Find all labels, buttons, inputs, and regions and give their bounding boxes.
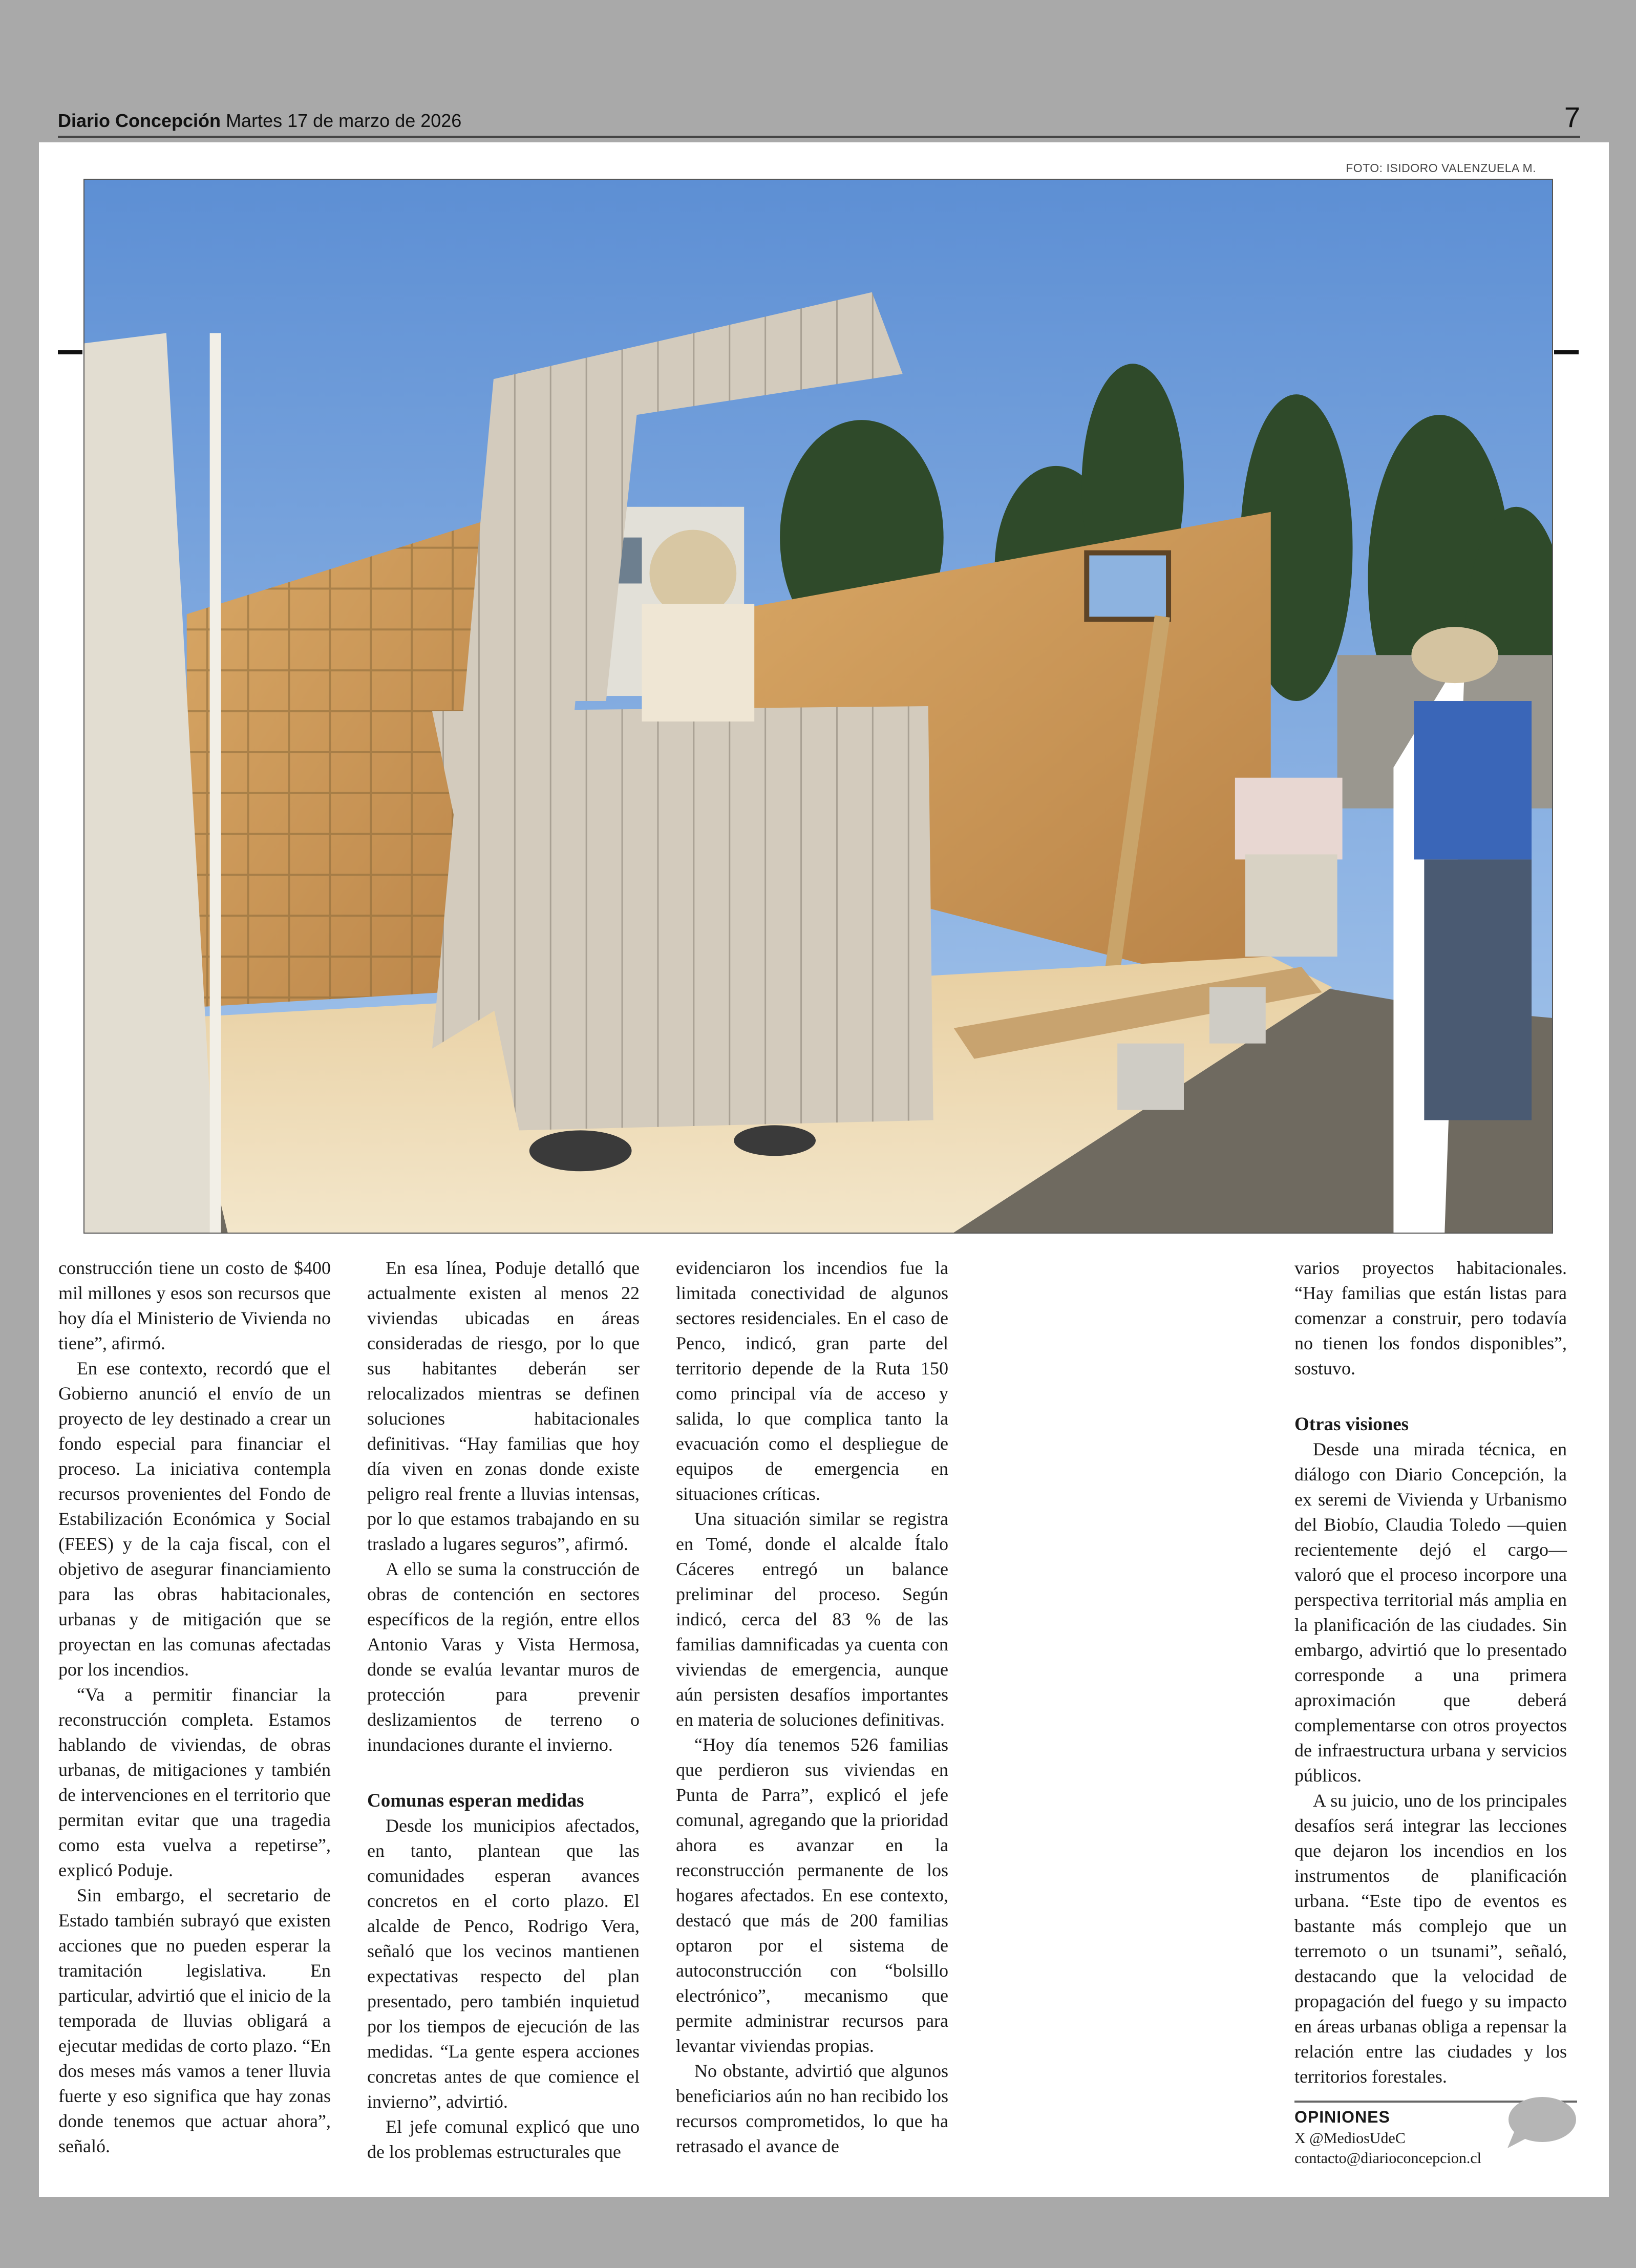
- construction-scene-illustration: [84, 180, 1552, 1233]
- subhead-otras-visiones: Otras visiones: [1294, 1414, 1409, 1435]
- page-number: 7: [1564, 101, 1580, 133]
- right-edge-rule: [1554, 350, 1579, 354]
- right-worker-shirt: [1414, 701, 1532, 859]
- issue-date: Martes 17 de marzo de 2026: [226, 110, 462, 131]
- carried-panel-lower: [432, 706, 933, 1130]
- col1-paragraph-4: Sin embargo, el secretario de Estado también subrayó que existen acciones que no pueden esperar la tramitación legislativa. En particular, advirtió que el inicio de la temporada de lluvias obligará a ejecutar medidas de corto plazo. “En dos meses más vamos a tener lluvia fuerte y eso significa que hay zonas donde tenemos que actuar ahora”, señaló.: [58, 1885, 331, 2156]
- speech-bubble-icon: [1504, 2095, 1577, 2151]
- col1-paragraph-1: construcción tiene un costo de $400 mil millones y esos son recursos que hoy día el Ministerio de Vivienda no tiene”, afirmó.: [58, 1258, 331, 1353]
- left-edge-rule: [58, 350, 82, 354]
- page-header: [58, 100, 1580, 138]
- subhead-comunas: Comunas esperan medidas: [367, 1790, 584, 1811]
- col2-paragraph-3: Desde los municipios afectados, en tanto, plantean que las comunidades esperan avances concretos en el corto plazo. El alcalde de Penco, Rodrigo Vera, señaló que los vecinos mantienen expectativas respecto del plan presentado, pero también inquietud por los tiempos de ejecución de las medidas. “La gente espera acciones concretas antes de que comience el invierno”, advirtió.: [367, 1815, 640, 2112]
- opinions-title: OPINIONES: [1294, 2108, 1390, 2126]
- col4-paragraph-2: Desde una mirada técnica, en diálogo con Diario Concepción, la ex seremi de Vivienda y Urbanismo del Biobío, Claudia Toledo —quien recientemente dejó el cargo— valoró que el proceso incorpore una perspectiva territorial más amplia en la planificación de las ciudades. Sin embargo, advirtió que lo presentado corresponde a una primera aproximación que deberá complementarse con otros proyectos de infraestructura urbana y servicios públicos.: [1294, 1439, 1567, 1786]
- publication-name: Diario Concepción: [58, 110, 221, 131]
- worker-shirt: [642, 604, 754, 722]
- col2-paragraph-2: A ello se suma la construcción de obras de contención en sectores específicos de la región, entre ellos Antonio Varas y Vista Hermosa, donde se evalúa levantar muros de protección para prevenir deslizamientos de terreno o inundaciones durante el invierno.: [367, 1559, 640, 1755]
- col1-paragraph-2: En ese contexto, recordó que el Gobierno anunció el envío de un proyecto de ley destinado a crear un fondo especial para financiar el proceso. La iniciativa contempla recursos provenientes del Fondo de Estabilización Económica y Social (FEES) y de la caja fiscal, con el objetivo de asegurar financiamiento para las obras habitacionales, urbanas y de mitigación que se proyectan en las comunas afectadas por los incendios.: [58, 1358, 331, 1680]
- right-worker-hat: [1411, 627, 1498, 683]
- bending-worker: [1235, 778, 1343, 860]
- col2-paragraph-4: El jefe comunal explicó que uno de los problemas estructurales que: [367, 2116, 640, 2162]
- masthead: [58, 110, 461, 132]
- worker-hat: [649, 530, 736, 617]
- col3-paragraph-4: No obstante, advirtió que algunos beneficiarios aún no han recibido los recursos comprometidos, lo que ha retrasado el avance de: [676, 2061, 948, 2156]
- opinions-email: contacto@diarioconcepcion.cl: [1294, 2150, 1481, 2167]
- col3-paragraph-3: “Hoy día tenemos 526 familias que perdieron sus viviendas en Punta de Parra”, explicó el jefe comunal, agregando que la prioridad ahora es avanzar en la reconstrucción permanente de los hogares afectados. En ese contexto, destacó que más de 200 familias optaron por el sistema de autoconstrucción con “bolsillo electrónico”, mecanismo que permite administrar recursos para levantar viviendas propias.: [676, 1734, 948, 2056]
- photo-credit: FOTO: ISIDORO VALENZUELA M.: [1346, 161, 1536, 175]
- column-4: [1294, 1256, 1567, 2168]
- col2-paragraph-1: En esa línea, Poduje detalló que actualmente existen al menos 22 viviendas ubicadas en áreas consideradas de riesgo, por lo que sus habitantes deberán ser relocalizados mientras se definen soluciones habitacionales definitivas. “Hay familias que hoy día viven en zonas donde existe peligro real frente a lluvias intensas, por lo que estamos trabajando en su traslado a lugares seguros”, afirmó.: [367, 1258, 640, 1554]
- column-2: [367, 1256, 640, 2165]
- col3-paragraph-2: Una situación similar se registra en Tomé, donde el alcalde Ítalo Cáceres entregó un balance preliminar del proceso. Según indicó, cerca del 83 % de las familias damnificadas ya cuenta con viviendas de emergencia, aunque aún persisten desafíos importantes en materia de soluciones definitivas.: [676, 1509, 948, 1730]
- right-worker-pants: [1424, 859, 1532, 1120]
- col4-paragraph-3: A su juicio, uno de los principales desafíos será integrar las lecciones que dejaron los incendios en los instrumentos de planificación urbana. “Este tipo de eventos es bastante más complejo que un terremoto o un tsunami”, señaló, destacando que la velocidad de propagación del fuego y su impacto en áreas urbanas obliga a repensar la relación entre las ciudades y los territorios forestales.: [1294, 1790, 1567, 2087]
- article-photo: [83, 179, 1553, 1234]
- column-1: [58, 1256, 331, 2159]
- column-3: [676, 1256, 948, 2159]
- col3-paragraph-1: evidenciaron los incendios fue la limitada conectividad de algunos sectores residenciales. En el caso de Penco, indicó, gran parte del territorio depende de la Ruta 150 como principal vía de acceso y salida, lo que complica tanto la evacuación como el despliegue de equipos de emergencia en situaciones críticas.: [676, 1258, 948, 1504]
- window-opening: [1087, 553, 1168, 620]
- col1-paragraph-3: “Va a permitir financiar la reconstrucción completa. Estamos hablando de viviendas, de obras urbanas, de mitigaciones y también de intervenciones en el territorio que permitan evitar que una tragedia como esta vuelva a repetirse”, explicó Poduje.: [58, 1684, 331, 1880]
- concrete-block: [1117, 1044, 1184, 1110]
- col4-paragraph-1: varios proyectos habitacionales. “Hay familias que están listas para comenzar a construir, pero todavía no tienen los fondos disponibles”, sostuvo.: [1294, 1258, 1567, 1379]
- opinions-handle: X @MediosUdeC: [1294, 2130, 1406, 2147]
